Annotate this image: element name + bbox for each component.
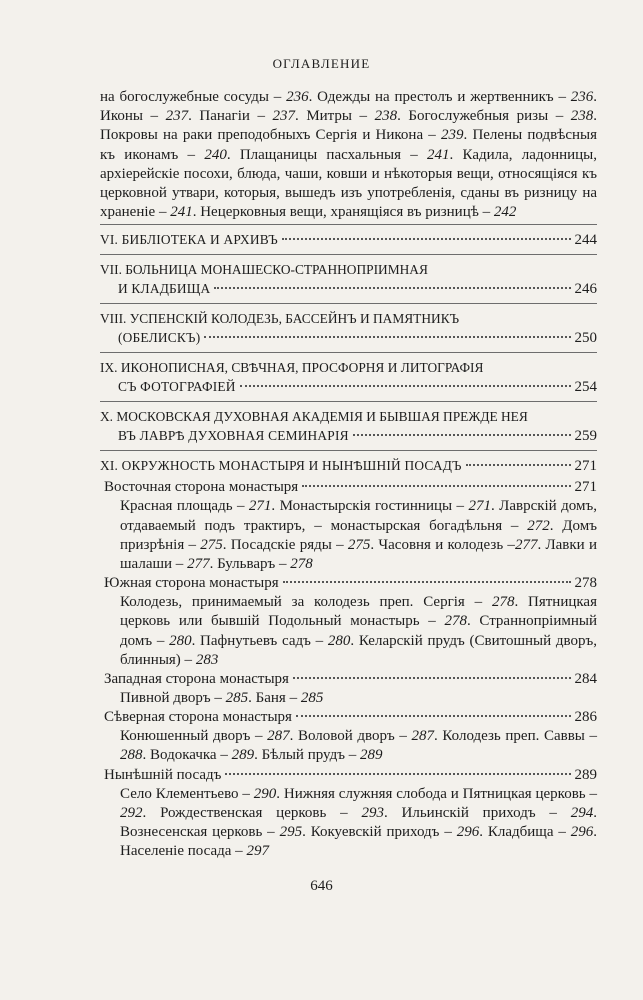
section-row xyxy=(100,230,597,250)
subsection-page-ref: 278 xyxy=(290,556,313,573)
subsection-page-ref: 280 xyxy=(327,632,351,649)
toc-section xyxy=(100,405,597,448)
section-title: VI. БИБЛIОТЕКА И АРХИВЪ xyxy=(100,232,278,248)
subsection-text: . Колодезь преп. Саввы – xyxy=(434,728,597,745)
intro-page-ref: 239 xyxy=(441,127,464,144)
subsection-text: . Рождественская церковь – xyxy=(142,804,362,821)
subsection-text: . Вознесенская церковь – xyxy=(120,804,597,841)
subsection-list xyxy=(100,478,597,861)
section-page: 244 xyxy=(574,232,597,249)
intro-text: . Нецерковныя вещи, хранящiяся въ ризницѣ – xyxy=(192,204,494,221)
subsection-page-ref: 285 xyxy=(225,690,249,707)
separator-rule xyxy=(100,352,597,353)
subsection-row xyxy=(100,670,597,689)
section-row xyxy=(100,279,597,299)
intro-page-ref: 236 xyxy=(286,89,309,105)
toc-section xyxy=(100,307,597,350)
dot-leader xyxy=(283,581,571,583)
intro-page-ref: 240 xyxy=(204,146,227,163)
subsection-page: 286 xyxy=(574,709,597,726)
subsection-text: . Пафнутьевъ садъ – xyxy=(191,632,328,649)
page-number: 646 xyxy=(310,878,333,894)
intro-page-ref: 241 xyxy=(170,204,193,221)
section-title: (ОБЕЛИСКЪ) xyxy=(118,330,201,346)
subsection-page-ref: 285 xyxy=(300,690,324,707)
subsection-page-ref: 292 xyxy=(120,804,143,821)
subsection-text: Конюшенный дворъ – xyxy=(120,728,268,745)
section-title-line1: X. МОСКОВСКАЯ ДУХОВНАЯ АКАДЕМIЯ И БЫВШАЯ ПРЕЖДЕ НЕЯ xyxy=(100,409,528,425)
subsection-page-ref: 293 xyxy=(361,804,384,821)
dot-leader xyxy=(214,287,570,289)
subsection-text: Село Клементьево – xyxy=(120,785,254,802)
subsection-page-ref: 275 xyxy=(347,536,371,553)
section-page: 246 xyxy=(574,281,597,298)
subsection-page-ref: 278 xyxy=(491,594,515,611)
subsection-text: . Пятницкая церковь или бывшiй Подольный монастырь – xyxy=(120,594,597,630)
subsection-page-ref: 277 xyxy=(514,536,538,553)
intro-page-ref: 237 xyxy=(165,108,189,125)
section-page: 271 xyxy=(574,458,597,475)
subsection-text: . Ильинскiй приходъ – xyxy=(383,804,571,821)
subsection-page-ref: 271 xyxy=(468,498,491,515)
subsection-page: 289 xyxy=(574,766,597,783)
section-row xyxy=(100,377,597,397)
section-title: И КЛАДБИЩА xyxy=(118,281,211,297)
subsection-text: . Посадскiе ряды – xyxy=(222,536,348,553)
subsection-page-ref: 295 xyxy=(279,824,303,841)
subsection-page-ref: 271 xyxy=(248,498,272,515)
running-header: ОГЛАВЛЕНИЕ xyxy=(272,56,371,71)
separator-rule xyxy=(100,303,597,304)
subsection-page-ref: 287 xyxy=(411,728,435,745)
intro-text: на богослужебные сосуды – xyxy=(100,89,287,105)
section-title-line1: VIII. УСПЕНСКIЙ КОЛОДЕЗЬ, БАССЕЙНЪ И ПАМЯТНИКЪ xyxy=(100,311,460,327)
intro-paragraph xyxy=(100,88,597,222)
intro-text: . Пелены подвѣсныя къ иконамъ – xyxy=(100,127,597,163)
subsection-title: Южная сторона монастыря xyxy=(104,575,279,592)
subsection-page: 284 xyxy=(574,671,597,688)
intro-page-ref: 238 xyxy=(570,108,594,125)
intro-page-ref: 237 xyxy=(272,108,296,125)
subsection-text: . Водокачка – xyxy=(142,747,232,764)
subsection-page-ref: 272 xyxy=(527,517,550,534)
subsection-page-ref: 287 xyxy=(267,728,290,745)
section-title-line1: VII. БОЛЬНИЦА МОНАШЕСКО-СТРАННОПРIИМНАЯ xyxy=(100,262,428,278)
separator-rule xyxy=(100,450,597,451)
subsection-page-ref: 289 xyxy=(231,747,255,764)
section-row xyxy=(100,456,597,476)
subsection-text: . Кладбища – xyxy=(479,824,571,841)
subsection-page-ref: 289 xyxy=(359,747,383,764)
toc-section xyxy=(100,454,597,478)
dot-leader xyxy=(353,434,571,436)
subsection-text: . Монастырскiя гостинницы – xyxy=(271,498,469,515)
intro-page-ref: 242 xyxy=(493,204,517,221)
section-row xyxy=(100,426,597,446)
subsection-text: . Часовня и колодезь – xyxy=(370,536,515,553)
subsection-body xyxy=(100,785,597,862)
section-title: XI. ОКРУЖНОСТЬ МОНАСТЫРЯ И НЫНѢШНIЙ ПОСАДЪ xyxy=(100,458,462,474)
dot-leader xyxy=(302,485,570,487)
subsection-row xyxy=(100,574,597,593)
intro-text: . Плащаницы пасхальныя – xyxy=(226,146,428,163)
intro-text: . Богослужебныя ризы – xyxy=(397,108,571,125)
subsection-page-ref: 280 xyxy=(169,632,192,649)
subsection-title: Сѣверная сторона монастыря xyxy=(104,709,292,726)
subsection-row xyxy=(100,766,597,785)
subsection-row xyxy=(100,708,597,727)
section-list xyxy=(100,224,597,478)
intro-text: . Одежды на престолъ и жертвенникъ – xyxy=(308,89,571,105)
subsection-body xyxy=(100,689,597,708)
subsection-text: . Страннопрiимный домъ – xyxy=(120,613,597,649)
toc-section xyxy=(100,258,597,301)
subsection-text: . Келарскiй прудъ (Свитошный дворъ, блинныя) – xyxy=(120,632,597,668)
subsection-text: . Воловой дворъ – xyxy=(289,728,412,745)
subsection-text: . Бульваръ – xyxy=(209,556,291,573)
subsection-page-ref: 283 xyxy=(195,651,219,668)
subsection-row xyxy=(100,478,597,497)
dot-leader xyxy=(225,773,570,775)
subsection-text: . Баня – xyxy=(248,690,301,707)
intro-text: . Кадила, ладонницы, архiерейскiе посохи, блюда, чаши, ковши и нѣкоторыя вещи, относящiяся къ церковной утвари, которыя, вышедъ изъ употребленiя, сданы въ ризницу на храненiе – xyxy=(100,146,598,221)
dot-leader xyxy=(204,336,570,338)
subsection-text: Пивной дворъ – xyxy=(120,690,226,707)
subsection-page-ref: 296 xyxy=(456,824,480,841)
toc-section xyxy=(100,228,597,252)
subsection-text: . Домъ призрѣнiя – xyxy=(120,517,597,553)
toc-section xyxy=(100,356,597,399)
intro-text: . Покровы на раки преподобныхъ Сергiя и Никона – xyxy=(100,108,598,144)
subsection-page-ref: 290 xyxy=(253,785,277,802)
subsection-body xyxy=(100,497,597,574)
dot-leader xyxy=(293,677,571,679)
subsection-text: . Бѣлый прудъ – xyxy=(254,747,360,764)
intro-text: . Панагiи – xyxy=(188,108,273,125)
dot-leader xyxy=(282,238,571,240)
subsection-title: Восточная сторона монастыря xyxy=(104,479,299,496)
subsection-text: . Населенiе посада – xyxy=(120,824,597,860)
subsection-body xyxy=(100,593,597,670)
subsection-page-ref: 275 xyxy=(200,536,223,553)
subsection-page-ref: 297 xyxy=(246,843,269,860)
subsection-body xyxy=(100,727,597,765)
intro-page-ref: 241 xyxy=(427,146,450,163)
intro-page-ref: 238 xyxy=(374,108,398,125)
subsection-page-ref: 296 xyxy=(570,824,594,841)
section-row xyxy=(100,328,597,348)
section-title: СЪ ФОТОГРАФIЕЙ xyxy=(118,379,236,395)
subsection-text: . Лаврскiй домъ, отдаваемый подъ трактиръ, – монастырская богадѣльня – xyxy=(120,498,597,534)
dot-leader xyxy=(240,385,571,387)
separator-rule xyxy=(100,254,597,255)
subsection-page: 271 xyxy=(574,479,597,496)
table-of-contents xyxy=(100,88,597,861)
dot-leader xyxy=(466,464,571,466)
section-page: 259 xyxy=(574,428,597,445)
separator-rule xyxy=(100,224,597,225)
subsection-text: . Лавки и шалаши – xyxy=(120,536,597,573)
subsection-page-ref: 294 xyxy=(570,804,594,821)
intro-text: . Иконы – xyxy=(100,89,598,125)
subsection-page-ref: 278 xyxy=(444,613,467,630)
subsection-text: Красная площадь – xyxy=(120,498,249,515)
section-page: 254 xyxy=(574,379,597,396)
intro-text: . Митры – xyxy=(295,108,375,125)
section-title: ВЪ ЛАВРѢ ДУХОВНАЯ СЕМИНАРIЯ xyxy=(118,428,349,444)
subsection-page-ref: 288 xyxy=(120,747,143,764)
dot-leader xyxy=(296,715,571,717)
separator-rule xyxy=(100,401,597,402)
section-title-line1: IX. ИКОНОПИСНАЯ, СВѢЧНАЯ, ПРОСФОРНЯ И ЛИТОГРАФIЯ xyxy=(100,360,484,376)
subsection-title: Нынѣшнiй посадъ xyxy=(104,766,222,783)
subsection-page: 278 xyxy=(574,575,597,592)
section-page: 250 xyxy=(574,330,597,347)
subsection-title: Западная сторона монастыря xyxy=(104,671,289,688)
subsection-text: Колодезь, принимаемый за колодезь преп. Сергiя – xyxy=(120,594,492,611)
subsection-page-ref: 277 xyxy=(187,556,210,573)
subsection-text: . Нижняя служняя слобода и Пятницкая церковь – xyxy=(276,785,597,802)
intro-page-ref: 236 xyxy=(570,89,594,105)
subsection-text: . Кокуевскiй приходъ – xyxy=(302,824,457,841)
